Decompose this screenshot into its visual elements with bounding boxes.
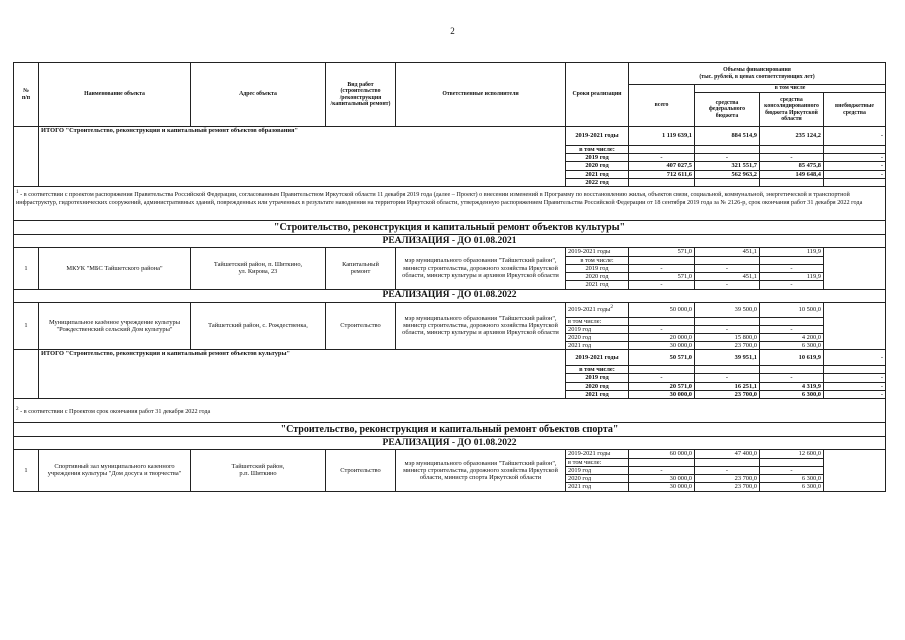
header-including: в том числе xyxy=(695,85,886,93)
extra-cell: - xyxy=(824,390,886,398)
term-cell: 2020 год xyxy=(566,475,629,483)
term-cell xyxy=(566,302,629,317)
federal-cell xyxy=(695,317,760,325)
regional-cell: - xyxy=(760,281,824,289)
total-cell: 571,0 xyxy=(629,247,695,256)
financing-table xyxy=(13,62,886,492)
object-work-type: Строительство xyxy=(326,449,396,491)
header-executors: Ответственные исполнители xyxy=(396,63,566,127)
object-address: Тайшетский район, п. Шиткино, ул. Кирова, 23 xyxy=(191,247,326,289)
federal-cell: 23 700,0 xyxy=(695,342,760,350)
regional-cell: 6 300,0 xyxy=(760,483,824,491)
federal-cell: 23 700,0 xyxy=(695,475,760,483)
federal-cell: 23 700,0 xyxy=(695,483,760,491)
term-cell: 2021 год xyxy=(566,483,629,491)
regional-cell: 4 200,0 xyxy=(760,333,824,341)
extra-cell: - xyxy=(824,382,886,390)
extra-cell: - xyxy=(824,374,886,382)
term-cell: в том числе: xyxy=(566,458,629,466)
total-cell: 50 000,0 xyxy=(629,302,695,317)
header-extra: внебюджетные средства xyxy=(824,93,886,127)
object-executor: мэр муниципального образования "Тайшетский район", министр строительства, дорожного хозяйства Иркутской области, министр культуры и архивов Иркутской области xyxy=(396,247,566,289)
federal-cell: 39 951,1 xyxy=(695,350,760,366)
regional-cell: 10 619,9 xyxy=(760,350,824,366)
federal-cell: 321 551,7 xyxy=(695,162,760,170)
culture-total-title: ИТОГО "Строительство, реконструкция и капитальный ремонт объектов культуры" xyxy=(39,350,566,399)
empty-cell xyxy=(14,127,39,187)
regional-cell: - xyxy=(760,265,824,273)
total-cell: 20 000,0 xyxy=(629,333,695,341)
total-cell: - xyxy=(629,374,695,382)
extra-cell: - xyxy=(824,162,886,170)
header-terms: Сроки реализации xyxy=(566,63,629,127)
table-row xyxy=(14,449,886,458)
header-name: Наименование объекта xyxy=(39,63,191,127)
regional-cell: 6 300,0 xyxy=(760,475,824,483)
empty-cell xyxy=(14,350,39,399)
object-work-type: Капитальный ремонт xyxy=(326,247,396,289)
header-federal: средства федерального бюджета xyxy=(695,93,760,127)
term-cell: 2019 год xyxy=(566,374,629,382)
term-cell: в том числе: xyxy=(566,366,629,374)
extra-cell xyxy=(824,178,886,186)
federal-cell xyxy=(695,256,760,264)
page-number: 2 xyxy=(450,26,455,36)
total-cell: 20 571,0 xyxy=(629,382,695,390)
regional-cell: - xyxy=(760,467,824,475)
federal-cell: 884 514,9 xyxy=(695,127,760,146)
total-cell: - xyxy=(629,281,695,289)
header-total: всего xyxy=(629,85,695,127)
extra-cell xyxy=(824,146,886,154)
table-row xyxy=(14,302,886,317)
regional-cell: 10 500,0 xyxy=(760,302,824,317)
federal-cell xyxy=(695,458,760,466)
federal-cell: - xyxy=(695,154,760,162)
federal-cell: - xyxy=(695,374,760,382)
total-cell xyxy=(629,317,695,325)
footnote-2 xyxy=(14,398,886,422)
federal-cell: 23 700,0 xyxy=(695,390,760,398)
regional-cell: 12 600,0 xyxy=(760,449,824,458)
term-cell: 2019-2021 годы xyxy=(566,127,629,146)
regional-cell: 119,9 xyxy=(760,247,824,256)
total-cell: 30 000,0 xyxy=(629,390,695,398)
federal-cell xyxy=(695,146,760,154)
term-cell: 2020 год xyxy=(566,162,629,170)
regional-cell: 235 124,2 xyxy=(760,127,824,146)
regional-cell: 6 300,0 xyxy=(760,390,824,398)
regional-cell: - xyxy=(760,154,824,162)
extra-cell: - xyxy=(824,170,886,178)
header-num: № п/п xyxy=(14,63,39,127)
regional-cell: - xyxy=(760,374,824,382)
object-name: Муниципальное казённое учреждение культуры "Рождественский сельский Дом культуры" xyxy=(39,302,191,350)
culture-realization-2022: РЕАЛИЗАЦИЯ - ДО 01.08.2022 xyxy=(14,289,886,302)
object-num: 1 xyxy=(14,247,39,289)
extra-cell xyxy=(824,449,886,491)
term-label: 2019-2021 годы xyxy=(568,306,611,314)
regional-cell: 119,9 xyxy=(760,273,824,281)
total-cell: 60 000,0 xyxy=(629,449,695,458)
term-cell: в том числе: xyxy=(566,146,629,154)
total-cell: 712 611,6 xyxy=(629,170,695,178)
total-cell: 30 000,0 xyxy=(629,342,695,350)
total-cell: 30 000,0 xyxy=(629,483,695,491)
extra-cell xyxy=(824,247,886,289)
object-name: МКУК "МБС Тайшетского района" xyxy=(39,247,191,289)
education-total-title: ИТОГО "Строительство, реконструкция и капитальный ремонт объектов образования" xyxy=(39,127,566,187)
object-address: Тайшетский район, р.п. Шиткино xyxy=(191,449,326,491)
extra-cell: - xyxy=(824,154,886,162)
term-cell: 2019-2021 годы xyxy=(566,449,629,458)
term-cell: 2019 год xyxy=(566,265,629,273)
extra-cell xyxy=(824,302,886,350)
regional-cell xyxy=(760,317,824,325)
regional-cell xyxy=(760,458,824,466)
regional-cell xyxy=(760,366,824,374)
federal-cell: 47 400,0 xyxy=(695,449,760,458)
term-cell: 2021 год xyxy=(566,281,629,289)
term-cell: 2019-2021 годы xyxy=(566,350,629,366)
total-cell: 50 571,0 xyxy=(629,350,695,366)
header-work-type: Вид работ (строительство /реконструкция /капитальный ремонт) xyxy=(326,63,396,127)
extra-cell: - xyxy=(824,350,886,366)
sport-section-title: "Строительство, реконструкция и капитальный ремонт объектов спорта" xyxy=(14,422,886,436)
term-cell: 2021 год xyxy=(566,342,629,350)
federal-cell: - xyxy=(695,265,760,273)
object-work-type: Строительство xyxy=(326,302,396,350)
regional-cell: - xyxy=(760,325,824,333)
culture-realization-2021: РЕАЛИЗАЦИЯ - ДО 01.08.2021 xyxy=(14,234,886,247)
header-address: Адрес объекта xyxy=(191,63,326,127)
total-cell: - xyxy=(629,154,695,162)
term-cell: 2019 год xyxy=(566,154,629,162)
table-row xyxy=(14,350,886,366)
total-cell: - xyxy=(629,325,695,333)
term-cell: 2022 год xyxy=(566,178,629,186)
federal-cell: - xyxy=(695,281,760,289)
regional-cell: 6 300,0 xyxy=(760,342,824,350)
term-cell: 2019 год xyxy=(566,467,629,475)
extra-cell: - xyxy=(824,127,886,146)
header-regional: средства консолидированного бюджета Иркутской области xyxy=(760,93,824,127)
footnote-1 xyxy=(14,186,886,220)
object-executor: мэр муниципального образования "Тайшетский район", министр строительства, дорожного хозяйства Иркутской области, министр спорта Иркутской области xyxy=(396,449,566,491)
extra-cell xyxy=(824,366,886,374)
federal-cell: 15 800,0 xyxy=(695,333,760,341)
total-cell xyxy=(629,458,695,466)
regional-cell: 85 475,8 xyxy=(760,162,824,170)
term-cell: 2019-2021 годы xyxy=(566,247,629,256)
federal-cell: 16 251,1 xyxy=(695,382,760,390)
footnote-2-marker: 2 xyxy=(16,405,19,412)
table-row xyxy=(14,247,886,256)
total-cell: 571,0 xyxy=(629,273,695,281)
term-cell: 2020 год xyxy=(566,382,629,390)
federal-cell: 39 500,0 xyxy=(695,302,760,317)
total-cell: - xyxy=(629,265,695,273)
term-cell: 2020 год xyxy=(566,333,629,341)
footnote-1-text: - в соответствии с проектом распоряжения Правительства Российской Федерации, согласованным Правительством Иркутской области 11 декабря 2019 года (далее – Проект) о внесении изменений в Программу по восстановлению жилья, объектов связи, социальной, коммунальной, энергетической и транспортной инфраструктур, гидротехнических сооружений, административных зданий, поврежденных или утраченных в результате наводнения на территории Иркутской области, утвержденную распоряжением Правительства Российской Федерации от 18 сентября 2019 года за № 2126-р, срок окончания работ 31 декабря 2022 года xyxy=(16,190,863,206)
footnote-1-marker: 1 xyxy=(16,188,19,195)
total-cell: 1 119 639,1 xyxy=(629,127,695,146)
total-cell xyxy=(629,178,695,186)
total-cell: - xyxy=(629,467,695,475)
table-row xyxy=(14,127,886,146)
regional-cell xyxy=(760,178,824,186)
federal-cell: 562 963,2 xyxy=(695,170,760,178)
sport-realization-2022: РЕАЛИЗАЦИЯ - ДО 01.08.2022 xyxy=(14,436,886,449)
federal-cell: - xyxy=(695,325,760,333)
regional-cell xyxy=(760,146,824,154)
culture-section-title: "Строительство, реконструкция и капитальный ремонт объектов культуры" xyxy=(14,220,886,234)
total-cell xyxy=(629,146,695,154)
federal-cell xyxy=(695,366,760,374)
footnote-2-text: - в соответствии с Проектом срок окончания работ 31 декабря 2022 года xyxy=(18,407,211,415)
federal-cell: 451,1 xyxy=(695,247,760,256)
term-cell: 2019 год xyxy=(566,325,629,333)
total-cell xyxy=(629,366,695,374)
object-executor: мэр муниципального образования "Тайшетский район", министр строительства, дорожного хозяйства Иркутской области, министр культуры и архивов Иркутской области xyxy=(396,302,566,350)
term-cell: 2020 год xyxy=(566,273,629,281)
object-name: Спортивный зал муниципального казенного учреждения культуры "Дом досуга и творчества" xyxy=(39,449,191,491)
regional-cell: 4 319,9 xyxy=(760,382,824,390)
term-cell: 2021 год xyxy=(566,390,629,398)
header-financing: Объемы финансирования (тыс. рублей, в ценах соответствующих лет) xyxy=(629,63,886,85)
total-cell xyxy=(629,256,695,264)
federal-cell: - xyxy=(695,467,760,475)
term-cell: в том числе: xyxy=(566,256,629,264)
regional-cell: 149 648,4 xyxy=(760,170,824,178)
object-num: 1 xyxy=(14,449,39,491)
regional-cell xyxy=(760,256,824,264)
term-cell: в том числе: xyxy=(566,317,629,325)
object-num: 1 xyxy=(14,302,39,350)
term-cell: 2021 год xyxy=(566,170,629,178)
federal-cell xyxy=(695,178,760,186)
footnote-2-ref: 2 xyxy=(610,304,613,311)
federal-cell: 451,1 xyxy=(695,273,760,281)
total-cell: 30 000,0 xyxy=(629,475,695,483)
object-address: Тайшетский район, с. Рождественка, xyxy=(191,302,326,350)
total-cell: 407 027,5 xyxy=(629,162,695,170)
